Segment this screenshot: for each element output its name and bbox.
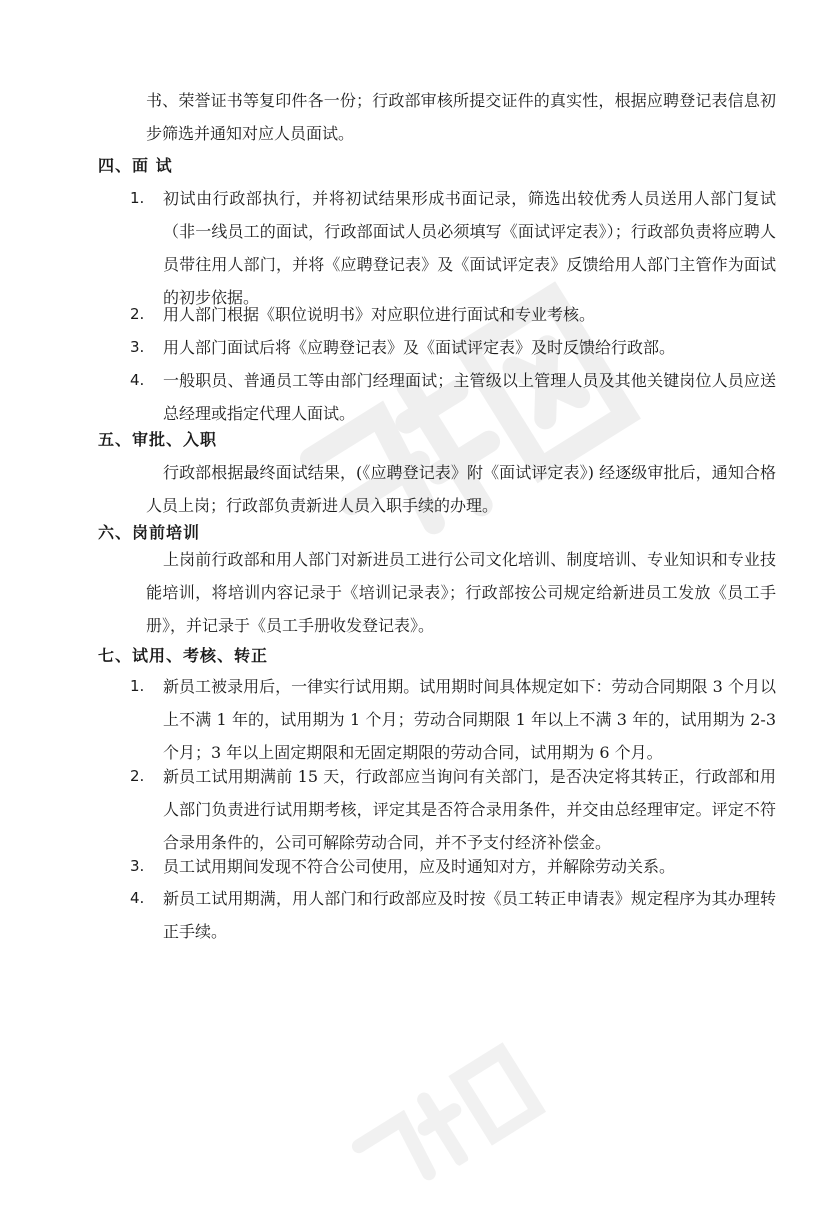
list-number: 4. [130, 889, 145, 907]
section-heading-approval: 五、审批、入职 [98, 430, 218, 449]
section-paragraph: 上岗前行政部和用人部门对新进员工进行公司文化培训、制度培训、专业知识和专业技能培训，将培训内容记录于《培训记录表》；行政部按公司规定给新进员工发放《员工手册》，并记录于《员工手册收发登记表》。 [146, 550, 776, 635]
list-text: 新员工被录用后，一律实行试用期。试用期时间具体规定如下：劳动合同期限 3 个月以上不满 1 年的，试用期为 1 个月；劳动合同期限 1 年以上不满 3 年的，试用期为 2-3 个月；3 年以上固定期限和无固定期限的劳动合同，试用期为 6 个月。 [163, 677, 776, 762]
list-item [130, 364, 776, 430]
list-item [130, 670, 776, 769]
list-text: 用人部门根据《职位说明书》对应职位进行面试和专业考核。 [163, 305, 596, 324]
list-number: 3. [130, 857, 145, 875]
list-number: 2. [130, 305, 145, 323]
list-item [130, 850, 776, 883]
list-text: 员工试用期间发现不符合公司使用，应及时通知对方，并解除劳动关系。 [163, 857, 676, 876]
watermark-logo-bottom [331, 1034, 548, 1216]
list-number: 2. [130, 767, 145, 785]
section-heading-training: 六、岗前培训 [98, 523, 201, 542]
section-heading-probation: 七、试用、考核、转正 [98, 646, 269, 665]
list-item [130, 182, 776, 314]
list-number: 1. [130, 677, 145, 695]
list-text: 用人部门面试后将《应聘登记表》及《面试评定表》及时反馈给行政部。 [163, 338, 676, 357]
list-number: 3. [130, 338, 145, 356]
list-text: 初试由行政部执行，并将初试结果形成书面记录，筛选出较优秀人员送用人部门复试（非一线员工的面试，行政部面试人员必须填写《面试评定表》）；行政部负责将应聘人员带往用人部门，并将《应聘登记表》及《面试评定表》反馈给用人部门主管作为面试的初步依据。 [163, 189, 776, 307]
list-number: 4. [130, 371, 145, 389]
list-text: 一般职员、普通员工等由部门经理面试；主管级以上管理人员及其他关键岗位人员应送总经理或指定代理人面试。 [163, 371, 776, 423]
list-item [130, 298, 776, 331]
section-heading-interview: 四、面 试 [98, 156, 173, 175]
list-item [130, 331, 776, 364]
list-item [130, 882, 776, 948]
section-paragraph: 行政部根据最终面试结果，(《应聘登记表》附《面试评定表》) 经逐级审批后，通知合格人员上岗；行政部负责新进人员入职手续的办理。 [146, 463, 776, 515]
list-number: 1. [130, 189, 145, 207]
list-text: 新员工试用期满，用人部门和行政部应及时按《员工转正申请表》规定程序为其办理转正手续。 [163, 889, 776, 941]
intro-paragraph: 书、荣誉证书等复印件各一份；行政部审核所提交证件的真实性，根据应聘登记表信息初步筛选并通知对应人员面试。 [146, 91, 776, 143]
list-text: 新员工试用期满前 15 天，行政部应当询问有关部门，是否决定将其转正，行政部和用人部门负责进行试用期考核，评定其是否符合录用条件，并交由总经理审定。评定不符合录用条件的，公司可解除劳动合同，并不予支付经济补偿金。 [163, 767, 776, 852]
list-item [130, 760, 776, 859]
